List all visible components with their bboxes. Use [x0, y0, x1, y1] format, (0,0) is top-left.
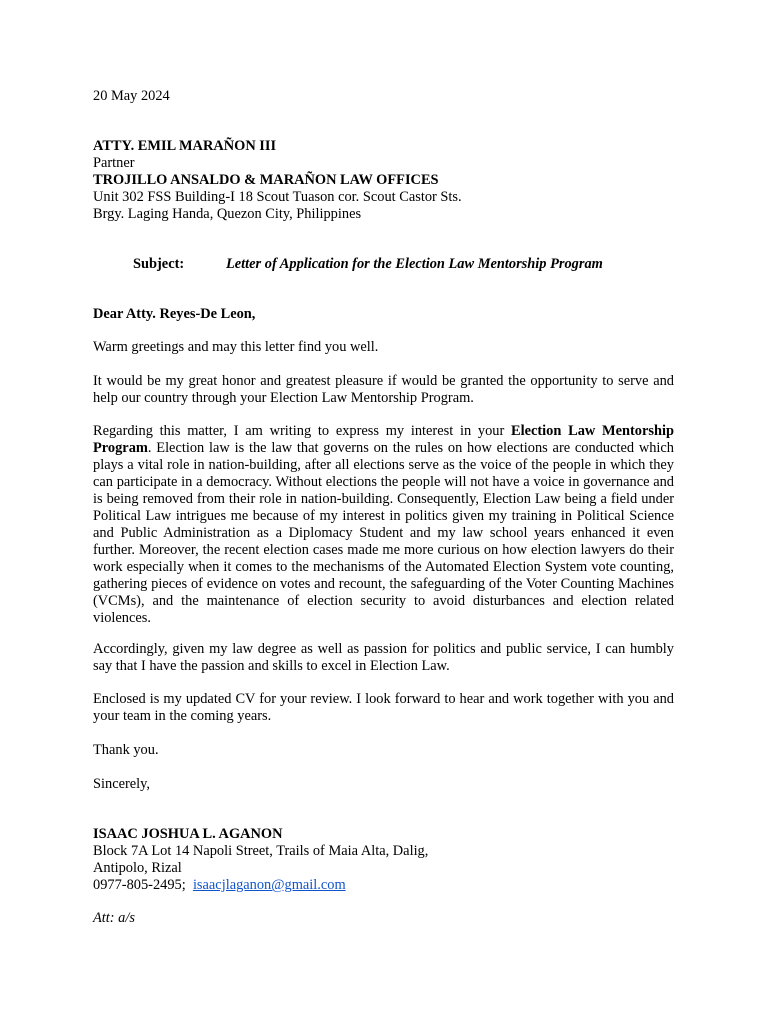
- sender-name: ISAAC JOSHUA L. AGANON: [93, 826, 283, 842]
- subject-label: Subject:: [133, 256, 185, 272]
- recipient-name: ATTY. EMIL MARAÑON III: [93, 138, 277, 154]
- body-paragraph-5: Enclosed is my updated CV for your review. I look forward to hear and work together with you and your team in the coming years.: [93, 691, 674, 724]
- subject-line: [93, 256, 674, 273]
- letter-date: 20 May 2024: [93, 88, 170, 104]
- recipient-position: Partner: [93, 155, 135, 171]
- sender-address-line2: Antipolo, Rizal: [93, 860, 182, 876]
- sender-phone: 0977-805-2495;: [93, 877, 186, 893]
- sender-email-link[interactable]: isaacjlaganon@gmail.com: [192, 877, 346, 893]
- body-paragraph-3-intro: Regarding this matter, I am writing to express my interest in your: [93, 423, 511, 439]
- sender-address-line1: Block 7A Lot 14 Napoli Street, Trails of Maia Alta, Dalig,: [93, 843, 429, 859]
- body-paragraph-3: [93, 423, 674, 627]
- program-name-bold: Election Law Mentorship Program: [93, 423, 674, 456]
- body-paragraph-2: It would be my great honor and greatest pleasure if would be granted the opportunity to serve and help our country through your Election Law Mentorship Program.: [93, 373, 674, 406]
- closing: Sincerely,: [93, 776, 151, 792]
- body-paragraph-3-rest: . Election law is the law that governs on the rules on how elections are conducted which plays a vital role in nation-building, after all elections serve as the voice of the people in which they can participate in a democracy. Without elections the people will not have a voice in governance and is being removed from their role in nation-building. Consequently, Election Law being a field under Political Law intrigues me because of my interest in politics given my training in Political Science and Public Administration as a Diplomacy Student and my law school years enhanced it even further. Moreover, the recent election cases made me more curious on how election lawyers do their work especially when it comes to the mechanisms of the Automated Election System vote counting, gathering pieces of evidence on votes and recount, the safeguarding of the Voter Counting Machines (VCMs), and the maintenance of election security to avoid disturbances and election related violences.: [93, 440, 674, 626]
- attachment-note: Att: a/s: [93, 910, 135, 926]
- salutation: Dear Atty. Reyes-De Leon,: [93, 306, 256, 322]
- thank-you-line: Thank you.: [93, 742, 159, 758]
- sender-contact-line: [93, 877, 674, 894]
- recipient-address-line1: Unit 302 FSS Building-I 18 Scout Tuason cor. Scout Castor Sts.: [93, 189, 462, 205]
- sender-block: [93, 826, 674, 894]
- body-paragraph-1: Warm greetings and may this letter find you well.: [93, 339, 379, 355]
- recipient-block: [93, 138, 674, 223]
- subject-text: Letter of Application for the Election Law Mentorship Program: [226, 256, 603, 272]
- recipient-firm: TROJILLO ANSALDO & MARAÑON LAW OFFICES: [93, 172, 439, 188]
- body-paragraph-4: Accordingly, given my law degree as well as passion for politics and public service, I can humbly say that I have the passion and skills to excel in Election Law.: [93, 641, 674, 674]
- recipient-address-line2: Brgy. Laging Handa, Quezon City, Philippines: [93, 206, 362, 222]
